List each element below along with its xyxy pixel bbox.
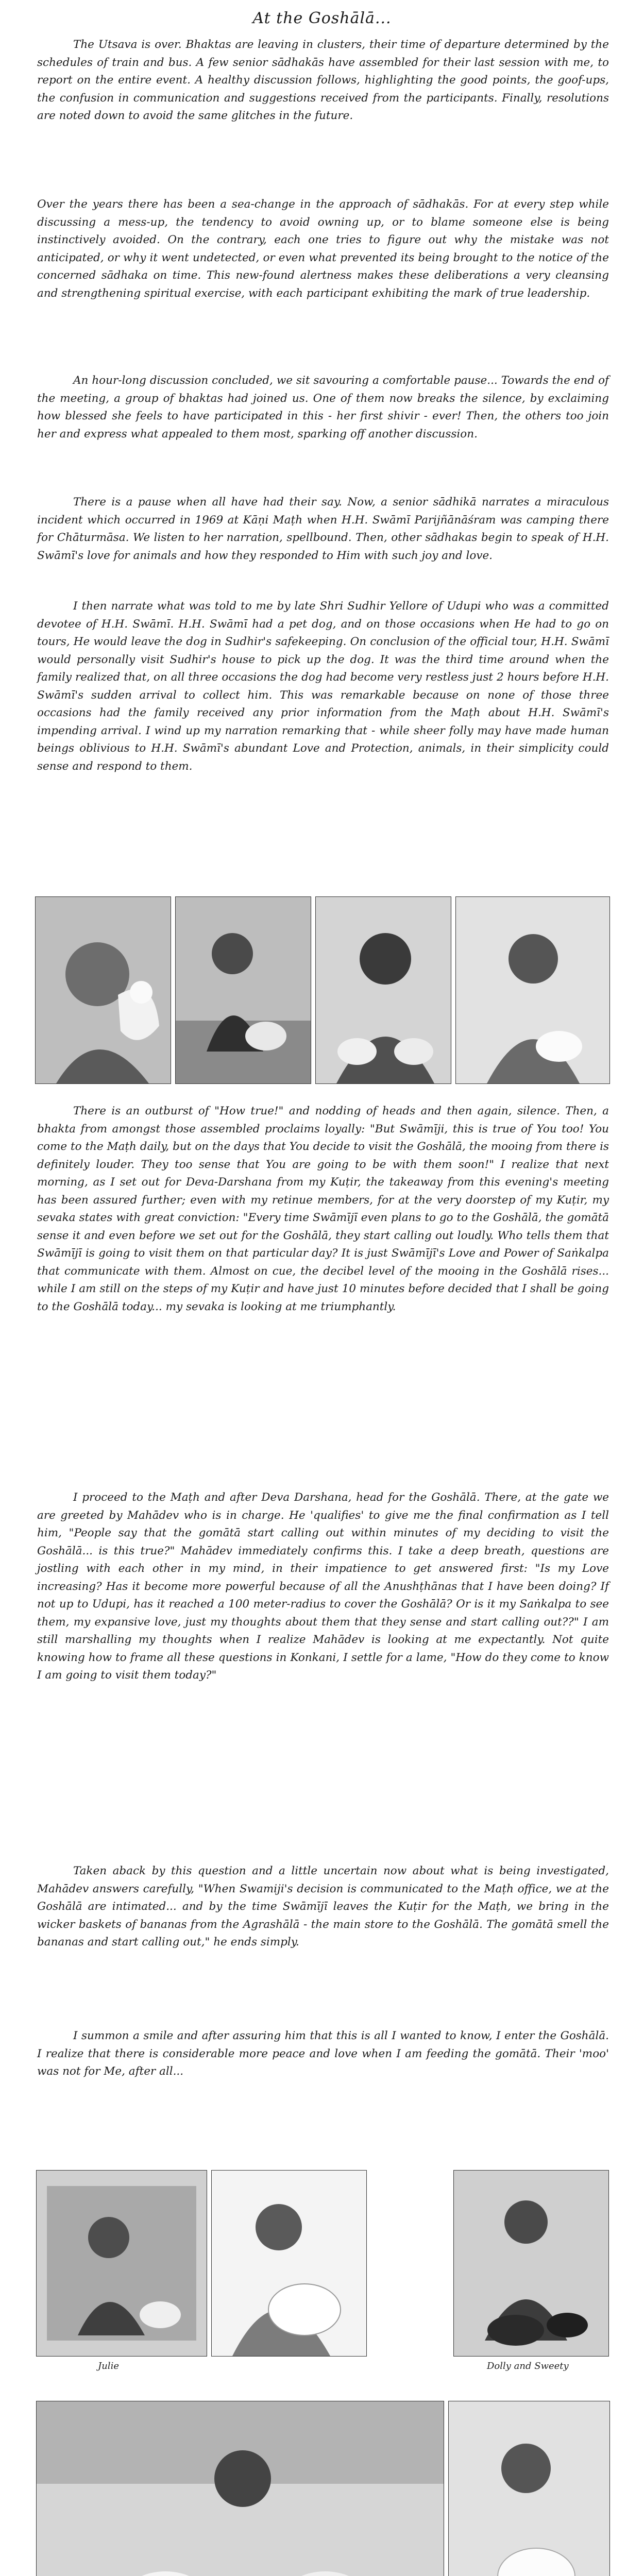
swami-with-spitz-image (449, 2401, 609, 2576)
photo-swami-with-dog-white (455, 896, 610, 1084)
caption-julie: Julie (98, 2361, 119, 2371)
paragraph-2: Over the years there has been a sea-change in the approach of sādhakās. For at every step while discussing a mess-up, the tendency to avoid owning up, or to blame someone else is being instinctively avoided. On the contrary, each one tries to figure out why the mistake was not anticipated, or why it went undetected, or even what prevented its being brought to the notice of the concerned sādhaka on time. This new-found alertness makes these deliberations a very cleansing and strengthening spiritual exercise, with each participant exhibiting the mark of true leadership. (37, 198, 609, 300)
paragraph-4: There is a pause when all have had their say. Now, a senior sādhikā narrates a miraculous incident which occurred in 1969 at Kāṇi Maṭh when H.H. Swāmī Parijñānāśram was camping there for Chāturmāsa. We listen to her narration, spellbound. Then, other sādhakas begin to speak of H.H. Swāmī's love for animals and how they responded to Him with such joy and love. (37, 496, 609, 562)
paragraph-7: I proceed to the Maṭh and after Deva Darshana, head for the Goshālā. There, at the gate we are greeted by Mahādev who is in charge. He 'qualifies' to give me the final confirmation as I tell him, "People say that the gomātā start calling out within minutes of my deciding to visit the Goshālā... is this true?" Mahādev immediately confirms this. I take a deep breath, questions are jostling with each other in my mind, in their impatience to get answered first: "Is my Love increasing? Has it become more powerful because of all the Anushṭhānas that I have been doing? If not up to Udupi, has it reached a 100 meter-radius to cover the Goshālā? Or is it my Saṅkalpa to see them, my expansive love, just my thoughts about them that they sense and start calling out??" I am still marshalling my thoughts when I realize Mahādev is looking at me expectantly. Not quite knowing how to frame all these questions in Konkani, I settle for a lame, "How do they come to know I am going to visit them today?" (37, 1491, 609, 1682)
page-title: At the Goshālā... (252, 9, 392, 27)
swami-with-dog-image (176, 897, 311, 1083)
photo-dolly-and-sweety (453, 2170, 609, 2357)
paragraph-9: I summon a smile and after assuring him that this is all I wanted to know, I enter the Goshālā. I realize that there is considerable more peace and love when I am feeding the gomātā. Their 'moo' was not for Me, after all... (37, 2029, 609, 2078)
swami-with-dolly-sweety-image (454, 2171, 608, 2356)
photo-swami-with-dogs-seated (315, 896, 451, 1084)
paragraph-5: I then narrate what was told to me by late Shri Sudhir Yellore of Udupi who was a committed devotee of H.H. Swāmī. H.H. Swāmī had a pet dog, and on those occasions when He had to go on tours, He would leave the dog in Sudhir's safekeeping. On conclusion of the official tour, H.H. Swāmī would personally visit Sudhir's house to pick up the dog. It was the third time around when the family realized that, on all three occasions the dog had become very restless just 2 hours before H.H. Swāmī's sudden arrival to collect him. This was remarkable because on none of those three occasions had the family received any prior information from the Maṭh about H.H. Swāmī's impending arrival. I wind up my narration remarking that - while sheer folly may have made human beings oblivious to H.H. Swāmī's abundant Love and Protection, animals, in their simplicity could sense and respond to them. (37, 600, 609, 773)
paragraph-1: The Utsava is over. Bhaktas are leaving in clusters, their time of departure determined by the schedules of train and bus. A few senior sādhakās have assembled for their last session with me, to report on the entire event. A healthy discussion follows, highlighting the good points, the goof-ups, the confusion in communication and suggestions received from the participants. Finally, resolutions are noted down to avoid the same glitches in the future. (37, 38, 609, 122)
swami-with-white-dog-sketch-image (212, 2171, 366, 2356)
paragraph-8: Taken aback by this question and a little uncertain now about what is being investigated, Mahādev answers carefully, "When Swamiji's decision is communicated to the Maṭh office, we at the Goshālā are intimated... and by the time Swāmījī leaves the Kuṭir for the Maṭh, we bring in the wicker baskets of bananas from the Agrashālā - the main store to the Goshālā. The gomātā smell the bananas and start calling out," he ends simply. (37, 1865, 609, 1948)
photo-swami-with-spitz (448, 2401, 610, 2576)
photo-swami-with-dog-rocks (175, 896, 311, 1084)
paragraph-6: There is an outburst of "How true!" and nodding of heads and then again, silence. Then, a bhakta from amongst those assembled proclaims loyally: "But Swāmīji, this is true of You too! You come to the Maṭh daily, but on the days that You decide to visit the Goshālā, the mooing from there is definitely louder. They too sense that You are going to be with them soon!" I realize that next morning, as I set out for Deva-Darshana from my Kuṭir, the takeaway from this evening's meeting has been assured further; even with my retinue members, for at the very doorstep of my Kuṭir, my sevaka states with great conviction: "Every time Swāmījī even plans to go to the Goshālā, the gomātā sense it and even before we set out for the Goshālā, they start calling out loudly. Who tells them that Swāmījī is going to visit them on that particular day? It is just Swāmījī's Love and Power of Saṅkalpa that communicate with them. Almost on cue, the decibel level of the mooing in the Goshālā rises... while I am still on the steps of my Kuṭir and have just 10 minutes before decided that I shall be going to the Goshālā today... my sevaka is looking at me triumphantly. (37, 1105, 609, 1313)
photo-swami-with-cockatoo (35, 896, 171, 1084)
swami-seated-with-dogs-image (316, 897, 451, 1083)
swami-with-dogs-group-image (37, 2401, 444, 2576)
photo-swami-with-dogs-group (36, 2401, 444, 2576)
photo-julie (36, 2170, 207, 2357)
swami-with-cockatoo-image (36, 897, 171, 1083)
swami-with-white-dog-image (456, 897, 609, 1083)
swami-with-julie-image (37, 2171, 207, 2356)
caption-dolly-and-sweety: Dolly and Sweety (487, 2361, 569, 2371)
photo-swami-with-white-dog-sketch (211, 2170, 367, 2357)
paragraph-3: An hour-long discussion concluded, we sit savouring a comfortable pause... Towards the end of the meeting, a group of bhaktas had joined us. One of them now breaks the silence, by exclaiming how blessed she feels to have participated in this - her first shivir - ever! Then, the others too join her and express what appealed to them most, sparking off another discussion. (37, 374, 609, 440)
